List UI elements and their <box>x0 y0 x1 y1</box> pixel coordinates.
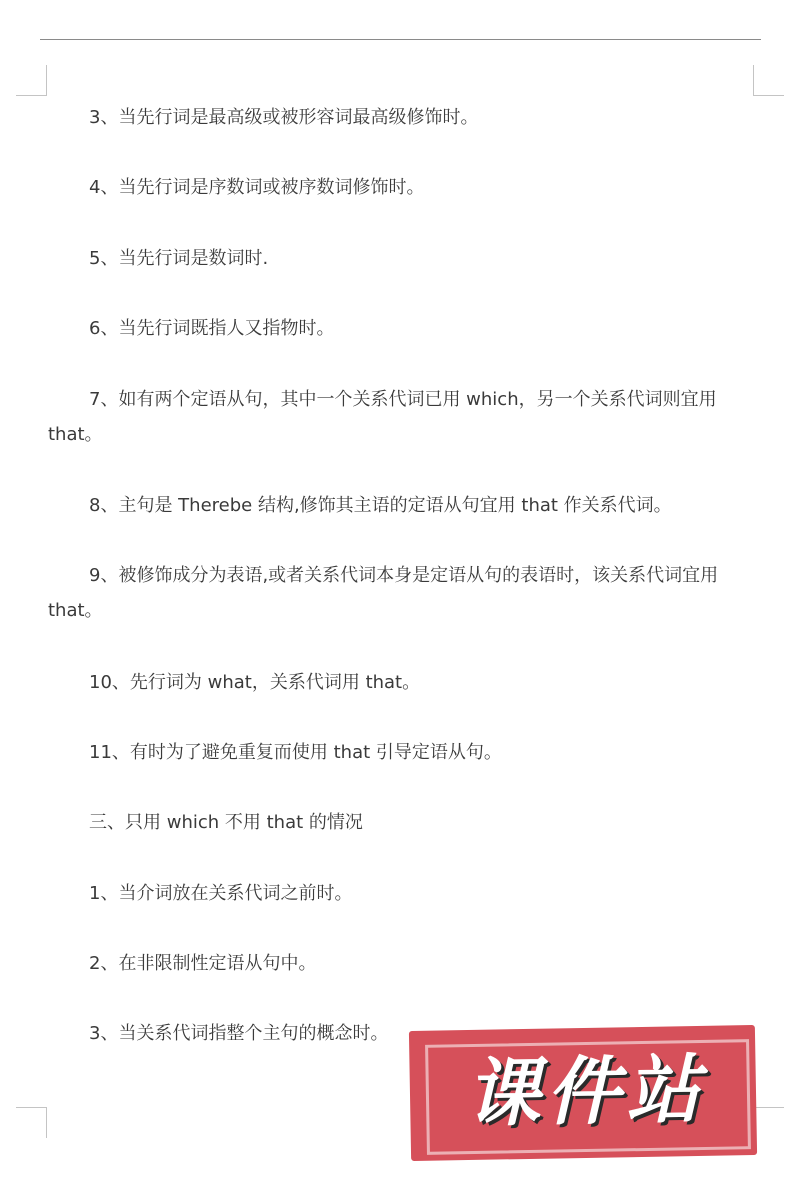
paragraph: 8、主句是 Therebe 结构,修饰其主语的定语从句宜用 that 作关系代词。 <box>89 495 672 516</box>
margin-corner-mark-top-left <box>16 65 47 96</box>
margin-corner-mark-bottom-left <box>16 1107 47 1138</box>
paragraph: 6、当先行词既指人又指物时。 <box>89 318 335 339</box>
paragraph: 5、当先行词是数词时. <box>89 248 269 269</box>
watermark-stamp <box>404 1016 770 1166</box>
header-rule <box>40 39 761 40</box>
margin-corner-mark-top-right <box>753 65 784 96</box>
paragraph: 10、先行词为 what，关系代词用 that。 <box>89 672 421 693</box>
paragraph: 3、当关系代词指整个主句的概念时。 <box>89 1023 389 1044</box>
paragraph: 1、当介词放在关系代词之前时。 <box>89 883 353 904</box>
section-heading: 三、只用 which 不用 that 的情况 <box>89 812 363 833</box>
paragraph: 3、当先行词是最高级或被形容词最高级修饰时。 <box>89 107 479 128</box>
paragraph: 9、被修饰成分为表语,或者关系代词本身是定语从句的表语时，该关系代词宜用 that。 <box>48 565 719 621</box>
paragraph: 4、当先行词是序数词或被序数词修饰时。 <box>89 177 425 198</box>
paragraph: 7、如有两个定语从句，其中一个关系代词已用 which，另一个关系代词则宜用 that。 <box>48 389 717 445</box>
paragraph: 2、在非限制性定语从句中。 <box>89 953 317 974</box>
paragraph: 11、有时为了避免重复而使用 that 引导定语从句。 <box>89 742 502 763</box>
watermark-logo-text: 课件站 <box>465 1046 707 1138</box>
